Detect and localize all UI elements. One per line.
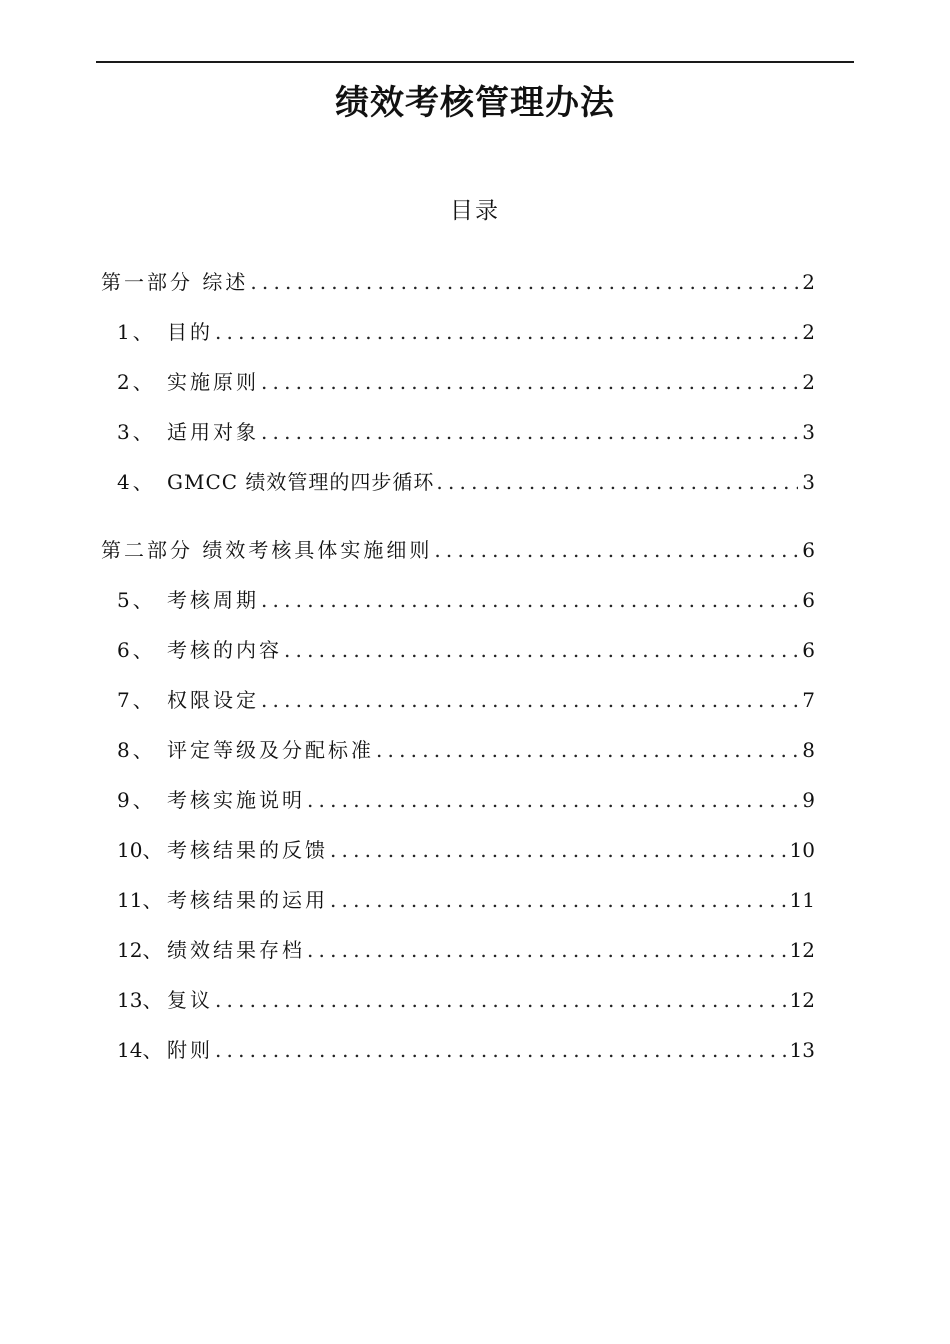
toc-entry-label: 附则	[167, 1038, 213, 1062]
toc-page-number: 3	[802, 420, 815, 444]
toc-page-number: 6	[802, 588, 815, 612]
toc-entry-number: 13、	[117, 988, 163, 1012]
toc-entry-part-2[interactable]	[101, 534, 815, 566]
toc-entry-11[interactable]	[117, 884, 815, 916]
toc-entry-label: 目的	[167, 320, 213, 344]
toc-page-number: 12	[789, 938, 815, 962]
toc-entry-label: 考核结果的反馈	[167, 838, 328, 862]
toc-entry-label: 考核的内容	[167, 638, 282, 662]
toc-leader-dots	[307, 934, 786, 966]
toc-entry-label: 评定等级及分配标准	[167, 738, 374, 762]
toc-leader-dots	[215, 316, 798, 348]
toc-entry-number: 2、	[117, 370, 156, 394]
toc-leader-dots	[307, 784, 798, 816]
toc-entry-part-1[interactable]	[101, 266, 815, 298]
toc-entry-12[interactable]	[117, 934, 815, 966]
toc-leader-dots	[284, 634, 798, 666]
toc-leader-dots	[215, 984, 786, 1016]
toc-entry-10[interactable]	[117, 834, 815, 866]
toc-leader-dots	[330, 834, 786, 866]
toc-entry-number: 12、	[117, 938, 163, 962]
toc-entry-6[interactable]	[117, 634, 815, 666]
toc-entry-label: 绩效结果存档	[167, 938, 305, 962]
toc-leader-dots	[376, 734, 798, 766]
toc-page-number: 6	[802, 638, 815, 662]
toc-heading: 目录	[450, 198, 500, 224]
toc-entry-2[interactable]	[117, 366, 815, 398]
toc-entry-9[interactable]	[117, 784, 815, 816]
toc-entry-label: 适用对象	[167, 420, 259, 444]
toc-entry-13[interactable]	[117, 984, 815, 1016]
toc-entry-number: 11、	[117, 888, 163, 912]
toc-leader-dots	[330, 884, 786, 916]
toc-entry-8[interactable]	[117, 734, 815, 766]
toc-leader-dots	[261, 584, 798, 616]
toc-entry-label: 考核结果的运用	[167, 888, 328, 912]
toc-page-number: 13	[789, 1038, 815, 1062]
toc-entry-number: 8、	[117, 738, 156, 762]
toc-entry-number: 6、	[117, 638, 156, 662]
toc-entry-3[interactable]	[117, 416, 815, 448]
toc-entry-number: 7、	[117, 688, 156, 712]
toc-leader-dots	[261, 684, 798, 716]
toc-entry-label: 第一部分 综述	[101, 270, 249, 294]
toc-page-number: 3	[802, 470, 815, 494]
toc-page-number: 7	[802, 688, 815, 712]
toc-entry-4[interactable]	[117, 466, 815, 498]
document-title: 绩效考核管理办法	[335, 83, 615, 123]
toc-entry-number: 14、	[117, 1038, 163, 1062]
toc-leader-dots	[261, 366, 798, 398]
toc-entry-label: 权限设定	[167, 688, 259, 712]
toc-entry-number: 4、	[117, 470, 156, 494]
toc-page-number: 2	[802, 320, 815, 344]
toc-entry-number: 10、	[117, 838, 163, 862]
toc-leader-dots	[436, 466, 798, 498]
toc-entry-label: 复议	[167, 988, 213, 1012]
toc-entry-label: 考核实施说明	[167, 788, 305, 812]
toc-page-number: 2	[802, 370, 815, 394]
toc-entry-number: 1、	[117, 320, 156, 344]
toc-entry-number: 5、	[117, 588, 156, 612]
toc-entry-label: 第二部分 绩效考核具体实施细则	[101, 538, 433, 562]
toc-page-number: 8	[802, 738, 815, 762]
toc-page-number: 6	[802, 538, 815, 562]
toc-entry-5[interactable]	[117, 584, 815, 616]
toc-leader-dots	[215, 1034, 786, 1066]
toc-entry-label: 实施原则	[167, 370, 259, 394]
toc-page-number: 12	[789, 988, 815, 1012]
toc-page-number: 11	[789, 888, 815, 912]
toc-page-number: 10	[789, 838, 815, 862]
header-rule	[96, 61, 854, 63]
toc-entry-number: 9、	[117, 788, 156, 812]
toc-entry-7[interactable]	[117, 684, 815, 716]
toc-entry-1[interactable]	[117, 316, 815, 348]
toc-page-number: 2	[802, 270, 815, 294]
toc-page-number: 9	[802, 788, 815, 812]
toc-entry-label: GMCC 绩效管理的四步循环	[167, 470, 435, 494]
toc-entry-14[interactable]	[117, 1034, 815, 1066]
toc-leader-dots	[261, 416, 798, 448]
toc-leader-dots	[434, 534, 798, 566]
toc-entry-label: 考核周期	[167, 588, 259, 612]
toc-leader-dots	[250, 266, 798, 298]
toc-entry-number: 3、	[117, 420, 156, 444]
